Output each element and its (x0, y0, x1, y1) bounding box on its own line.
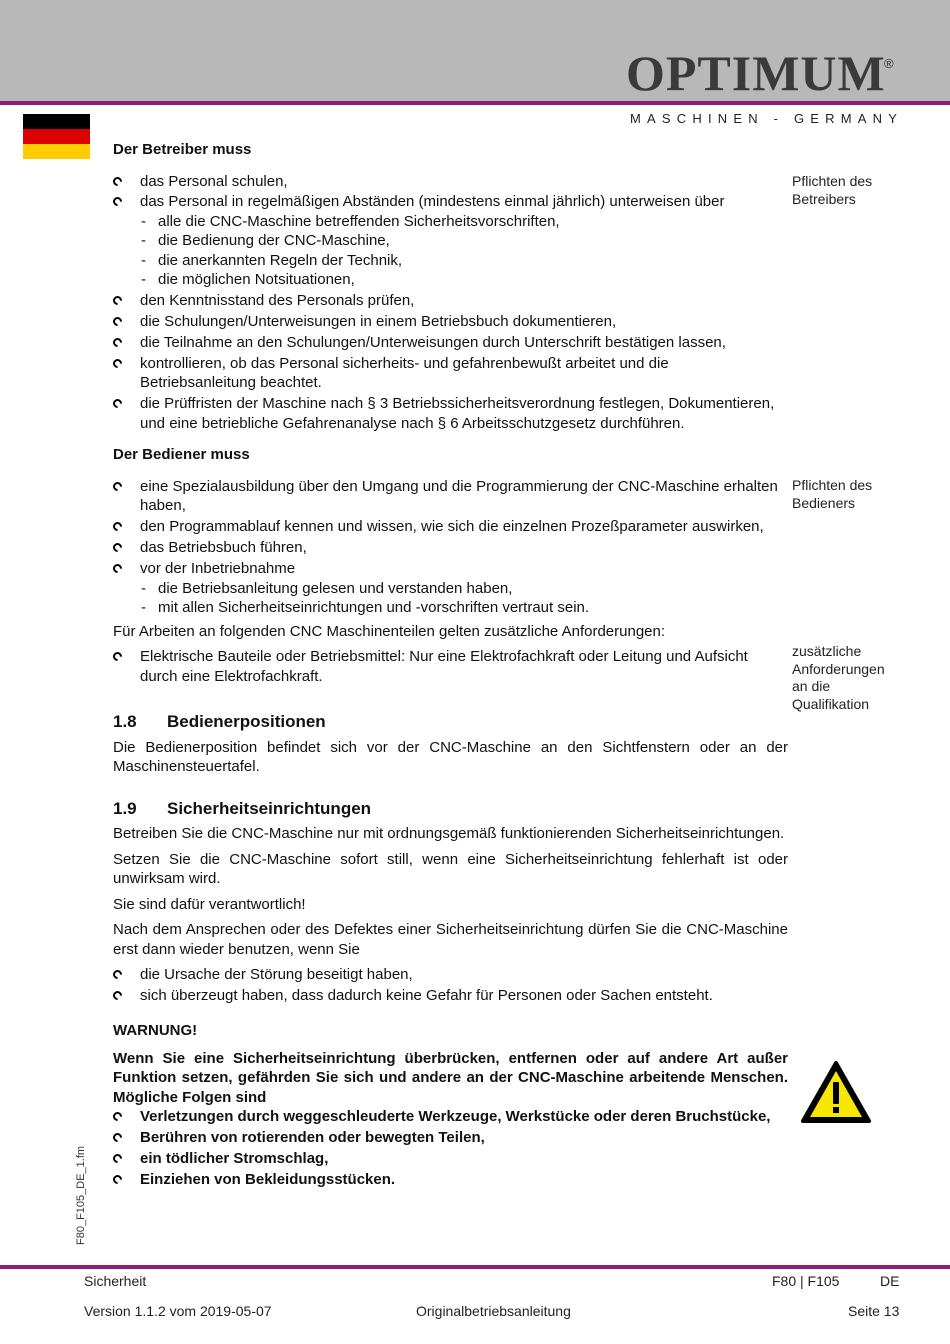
list-item: die Teilnahme an den Schulungen/Unterweisungen durch Unterschrift bestätigen lassen, (113, 333, 788, 353)
list-item: die Schulungen/Unterweisungen in einem Betriebsbuch dokumentieren, (113, 312, 788, 332)
bullet-icon (111, 968, 124, 981)
bullet-icon (111, 650, 124, 663)
list-item: die Prüffristen der Maschine nach § 3 Betriebssicherheitsverordnung festlegen, Dokumentieren, und eine betriebliche Gefahrenanalyse nach § 6 Arbeitsschutzgesetz durchführen. (113, 394, 788, 433)
bullet-icon (111, 196, 124, 209)
german-flag-icon (23, 114, 90, 159)
sub-list-item: - die möglichen Notsituationen, (113, 270, 788, 290)
list-item: den Kenntnisstand des Personals prüfen, (113, 291, 788, 311)
warning-text: Wenn Sie eine Sicherheitseinrichtung überbrücken, entfernen oder auf andere Art außer Funktion setzen, gefährden Sie sich und andere an der CNC-Maschine arbeitende Menschen. Mögliche Folgen sind (113, 1049, 788, 1106)
list-item: Verletzungen durch weggeschleuderte Werkzeuge, Werkstücke oder deren Bruchstücke, (113, 1107, 788, 1127)
footer-chapter: Sicherheit (84, 1273, 147, 1289)
registered-mark: ® (884, 56, 894, 71)
footer-version: Version 1.1.2 vom 2019-05-07 (84, 1303, 272, 1319)
warning-triangle-icon (800, 1060, 872, 1124)
brand-tagline: MASCHINEN - GERMANY (630, 111, 904, 126)
bullet-icon (111, 357, 124, 370)
page-content (113, 140, 788, 1191)
margin-note-operator: Pflichten des Betreibers (792, 173, 873, 207)
section-1-9-paragraph: Nach dem Ansprechen oder des Defektes einer Sicherheitseinrichtung dürfen Sie die CNC-Maschine erst dann wieder benutzen, wenn Sie (113, 921, 788, 958)
bullet-icon (111, 562, 124, 575)
bullet-icon (111, 480, 124, 493)
list-item: das Personal in regelmäßigen Abständen (mindestens einmal jährlich) unterweisen über - alle die CNC-Maschine betreffenden Sicherheitsvorschriften, - die Bedienung der CNC-Maschine, - die anerkannten Regeln der Technik, - die möglichen Notsituationen, (113, 192, 788, 290)
bullet-icon (111, 397, 124, 410)
list-item: Elektrische Bauteile oder Betriebsmittel: Nur eine Elektrofachkraft oder Leitung und Aufsicht durch eine Elektrofachkraft. (113, 647, 788, 686)
safety-reuse-conditions-list (113, 965, 788, 1005)
footer-accent-line (0, 1265, 950, 1269)
section-1-9-paragraph: Setzen Sie die CNC-Maschine sofort still, wenn eine Sicherheitseinrichtung fehlerhaft ist oder unwirksam wird. (113, 850, 788, 888)
bullet-icon (111, 541, 124, 554)
sub-list (113, 212, 788, 290)
bullet-icon (111, 294, 124, 307)
brand-logo: OPTIMUM (626, 45, 886, 101)
additional-requirements-list (113, 647, 788, 686)
margin-note-qualification: zusätzliche Anforderungen an die Qualifikation (792, 643, 885, 712)
list-item: vor der Inbetriebnahme - die Betriebsanleitung gelesen und verstanden haben, - mit allen Sicherheitseinrichtungen und -vorschriften vertraut sein. (113, 559, 788, 618)
warning-consequences-list (113, 1107, 788, 1189)
additional-requirements-intro: Für Arbeiten an folgenden CNC Maschinenteilen gelten zusätzliche Anforderungen: (113, 622, 666, 640)
sub-list-item: - die Betriebsanleitung gelesen und verstanden haben, (113, 579, 788, 599)
footer-page-number: Seite 13 (848, 1303, 900, 1319)
section-1-8-text: Die Bedienerposition befindet sich vor der CNC-Maschine an den Sichtfenstern oder an der Maschinensteuertafel. (113, 738, 788, 776)
bullet-icon (111, 1131, 124, 1144)
section-1-9-paragraph: Sie sind dafür verantwortlich! (113, 895, 306, 913)
bullet-icon (111, 336, 124, 349)
list-item: das Betriebsbuch führen, (113, 538, 788, 558)
footer-models: F80 | F105 (772, 1273, 840, 1289)
bullet-icon (111, 989, 124, 1002)
list-item: sich überzeugt haben, dass dadurch keine Gefahr für Personen oder Sachen entsteht. (113, 986, 788, 1006)
operator-heading: Der Betreiber muss (113, 141, 252, 158)
bullet-icon (111, 1152, 124, 1165)
list-item: kontrollieren, ob das Personal sicherheits- und gefahrenbewußt arbeitet und die Betriebsanleitung beachtet. (113, 354, 788, 393)
warning-title: WARNUNG! (113, 1022, 198, 1040)
list-item: die Ursache der Störung beseitigt haben, (113, 965, 788, 985)
list-item: Einziehen von Bekleidungsstücken. (113, 1170, 788, 1190)
section-1-9-paragraph: Betreiben Sie die CNC-Maschine nur mit ordnungsgemäß funktionierenden Sicherheitseinrichtungen. (113, 825, 785, 843)
section-title-1-8: 1.8 Bedienerpositionen (113, 712, 326, 732)
bullet-icon (111, 1111, 124, 1124)
sub-list-item: - die anerkannten Regeln der Technik, (113, 251, 788, 271)
margin-note-user: Pflichten des Bedieners (792, 477, 873, 511)
footer-language: DE (880, 1273, 900, 1289)
footer-document-type: Originalbetriebsanleitung (416, 1303, 571, 1319)
section-title-1-9: 1.9 Sicherheitseinrichtungen (113, 798, 372, 818)
list-item: ein tödlicher Stromschlag, (113, 1149, 788, 1169)
bullet-icon (111, 520, 124, 533)
bullet-icon (111, 315, 124, 328)
source-file-label: F80_F105_DE_1.fm (75, 1145, 87, 1245)
sub-list-item: - die Bedienung der CNC-Maschine, (113, 231, 788, 251)
sub-list (113, 579, 788, 618)
header-accent-line (0, 101, 950, 105)
bullet-icon (111, 1173, 124, 1186)
user-heading: Der Bediener muss (113, 446, 250, 464)
user-duties-list (113, 477, 788, 618)
list-item: Berühren von rotierenden oder bewegten Teilen, (113, 1128, 788, 1148)
operator-duties-list (113, 172, 788, 434)
list-item: das Personal schulen, (113, 172, 788, 192)
list-item: den Programmablauf kennen und wissen, wie sich die einzelnen Prozeßparameter auswirken, (113, 517, 788, 537)
sub-list-item: - mit allen Sicherheitseinrichtungen und -vorschriften vertraut sein. (113, 598, 788, 618)
list-item: eine Spezialausbildung über den Umgang und die Programmierung der CNC-Maschine erhalten haben, (113, 477, 788, 516)
bullet-icon (111, 175, 124, 188)
sub-list-item: - alle die CNC-Maschine betreffenden Sicherheitsvorschriften, (113, 212, 788, 232)
